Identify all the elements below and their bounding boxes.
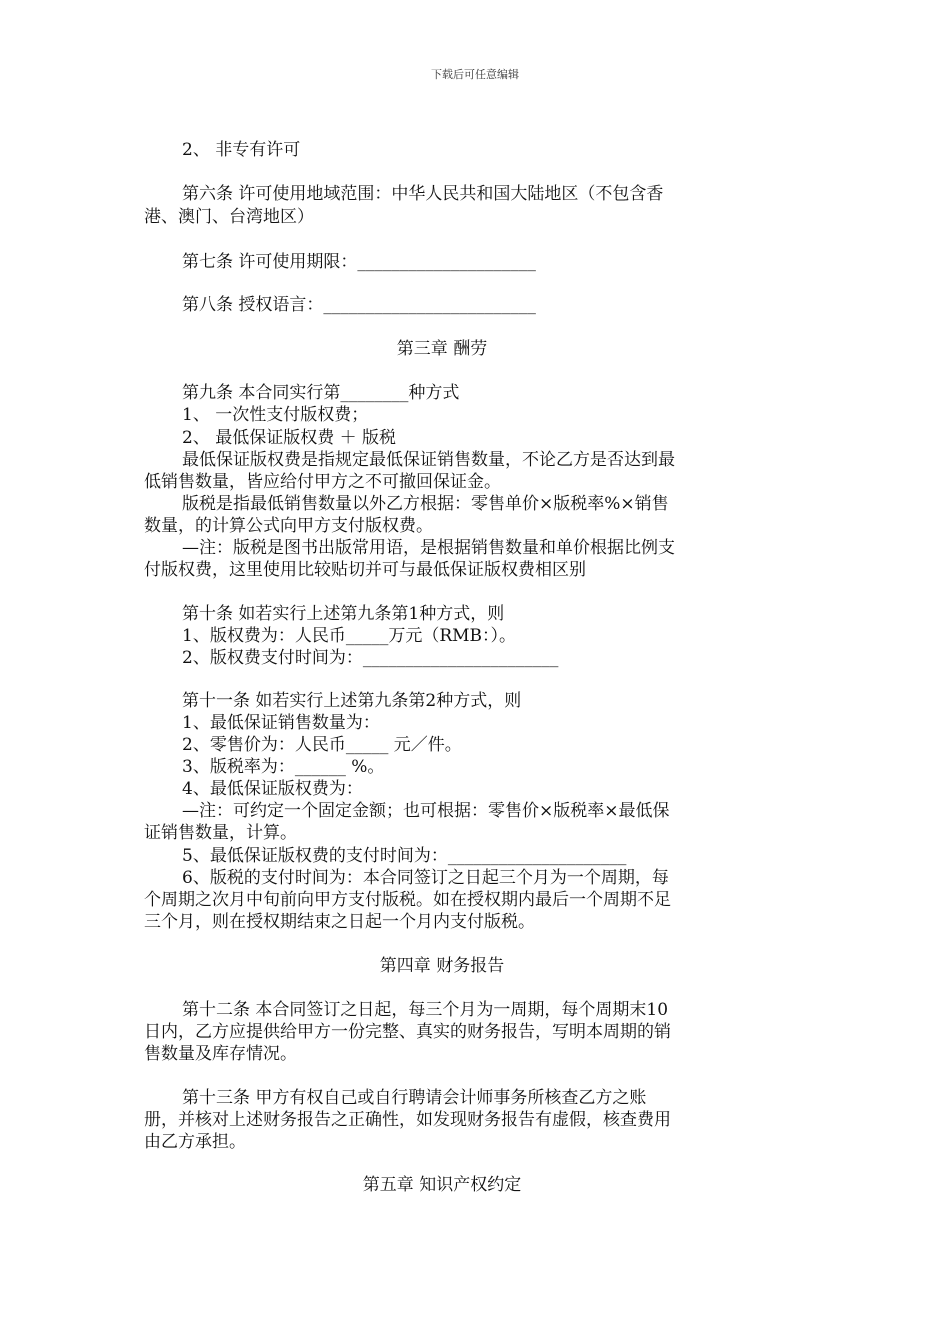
article-9-item-2: 2、 最低保证版权费 ＋ 版税 [182, 428, 397, 448]
article-11-item-5: 5、最低保证版权费的支付时间为：_____________________ [182, 846, 627, 866]
article-6: 第六条 许可使用地域范围：中华人民共和国大陆地区（不包含香 [182, 184, 664, 204]
paragraph-line: 版税是指最低销售数量以外乙方根据：零售单价×版税率%×销售 [182, 494, 669, 514]
paragraph-line: 日内，乙方应提供给甲方一份完整、真实的财务报告，写明本周期的销 [144, 1022, 671, 1042]
article-11-item-4: 4、最低保证版权费为： [182, 779, 363, 799]
chapter-4-title: 第四章 财务报告 [379, 956, 505, 976]
chapter-3-title: 第三章 酬劳 [396, 339, 488, 359]
paragraph-line: 数量，的计算公式向甲方支付版权费。 [144, 516, 433, 536]
article-12: 第十二条 本合同签订之日起，每三个月为一周期，每个周期末10 [182, 1000, 669, 1020]
article-13: 第十三条 甲方有权自己或自行聘请会计师事务所核查乙方之账 [182, 1088, 647, 1108]
clause-item: 2、 非专有许可 [182, 140, 301, 160]
article-9-item-1: 1、 一次性支付版权费； [182, 405, 369, 425]
note-line: —注：可约定一个固定金额；也可根据：零售价×版税率×最低保 [182, 801, 670, 821]
note-line: —注：版税是图书出版常用语，是根据销售数量和单价根据比例支 [182, 538, 675, 558]
page-header: 下载后可任意编辑 [431, 68, 519, 81]
paragraph-line: 册，并核对上述财务报告之正确性，如发现财务报告有虚假，核查费用 [144, 1110, 671, 1130]
paragraph-line: 三个月，则在授权期结束之日起一个月内支付版税。 [144, 912, 535, 932]
note-line: 证销售数量，计算。 [144, 823, 297, 843]
paragraph-line: 最低保证版权费是指规定最低保证销售数量，不论乙方是否达到最 [182, 450, 675, 470]
chapter-5-title: 第五章 知识产权约定 [362, 1175, 522, 1195]
paragraph-line: 个周期之次月中旬前向甲方支付版税。如在授权期内最后一个周期不足 [144, 890, 671, 910]
paragraph-line: 低销售数量，皆应给付甲方之不可撤回保证金。 [144, 472, 501, 492]
article-7: 第七条 许可使用期限：_____________________ [182, 252, 536, 272]
article-10-item-1: 1、版权费为：人民币_____万元（RMB：）。 [182, 626, 517, 646]
paragraph-line: 由乙方承担。 [144, 1132, 246, 1152]
article-11-item-6: 6、版税的支付时间为：本合同签订之日起三个月为一个周期，每 [182, 868, 669, 888]
article-10-item-2: 2、版权费支付时间为：_______________________ [182, 648, 559, 668]
article-10: 第十条 如若实行上述第九条第1种方式，则 [182, 604, 505, 624]
article-9: 第九条 本合同实行第________种方式 [182, 383, 460, 403]
paragraph-line: 售数量及库存情况。 [144, 1044, 297, 1064]
article-11-item-3: 3、版税率为：______ %。 [182, 757, 385, 777]
note-line: 付版权费，这里使用比较贴切并可与最低保证版权费相区别 [144, 560, 586, 580]
article-8: 第八条 授权语言：_________________________ [182, 295, 536, 315]
article-11-item-1: 1、最低保证销售数量为： [182, 713, 380, 733]
article-11: 第十一条 如若实行上述第九条第2种方式，则 [182, 691, 522, 711]
article-6-cont: 港、澳门、台湾地区） [144, 207, 314, 227]
article-11-item-2: 2、零售价为：人民币_____ 元／件。 [182, 735, 462, 755]
